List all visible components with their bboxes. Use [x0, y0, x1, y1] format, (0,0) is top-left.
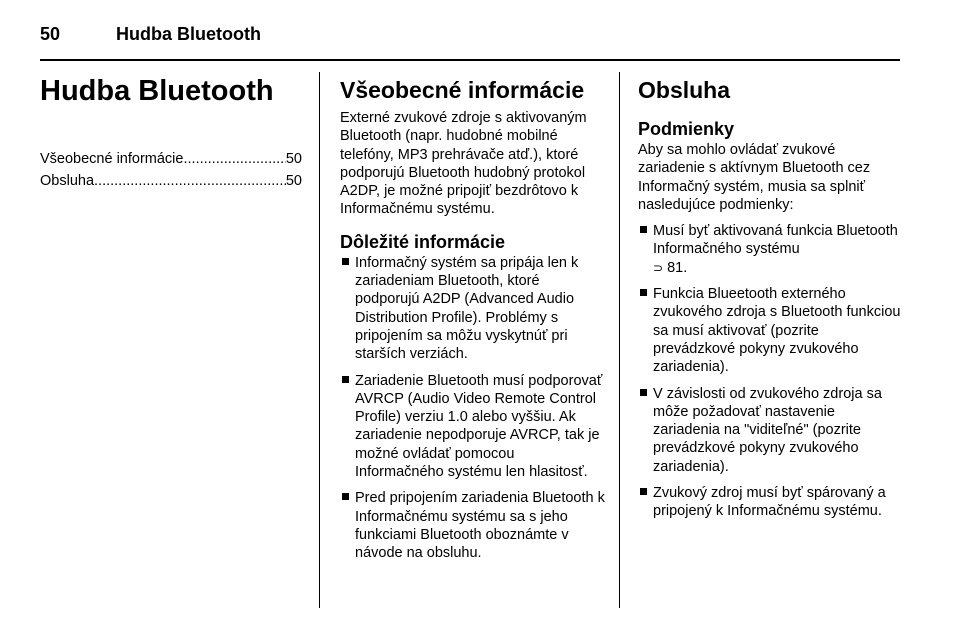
bullet-square-icon: [640, 226, 647, 233]
toc-entry-page: 50: [285, 151, 302, 167]
bullet-square-icon: [640, 389, 647, 396]
toc-entry-page: 50: [285, 173, 302, 189]
toc-entry-label: Všeobecné informácie: [40, 151, 184, 167]
list-item: Informačný systém sa pripája len k zariadeniam Bluetooth, ktoré podporujú A2DP (Advanced Audio Distribution Profile). Problémy s pripojením sa môžu vyskytnúť pri starších verziách.: [340, 254, 605, 364]
list-item: Musí byť aktivovaná funkcia Bluetooth Informačného systému ⊃ 81.: [638, 222, 903, 277]
bullet-square-icon: [342, 258, 349, 265]
page-number: 50: [40, 24, 61, 44]
toc-leader: [183, 148, 285, 170]
toc-leader: [94, 170, 286, 192]
intro-paragraph: Externé zvukové zdroje s aktivovaným Bluetooth (napr. hudobné mobilné telefóny, MP3 prehrávače atď.), ktoré podporujú Bluetooth hudobný protokol A2DP, je možné pripojiť bezdrôtovo k Informačnému systému.: [340, 110, 587, 218]
conditions-list: [638, 222, 903, 520]
general-info-column: [340, 72, 605, 571]
running-title: Hudba Bluetooth: [116, 24, 261, 44]
page-reference-icon: ⊃: [653, 260, 664, 275]
section-title: Všeobecné informácie: [340, 77, 585, 103]
bullet-square-icon: [342, 493, 349, 500]
list-item: Zariadenie Bluetooth musí podporovať AVRCP (Audio Video Remote Control Profile) verziu 1.0 alebo vyššiu. Ak zariadenie nepodporuje AVRCP, tak je možné ovládať pomocou Informačného systému len hlasitosť.: [340, 372, 605, 482]
list-item: V závislosti od zvukového zdroja sa môže požadovať nastavenie zariadenia na "viditeľné" (pozrite prevádzkové pokyny zvukového zariadenia).: [638, 385, 903, 476]
chapter-title: Hudba Bluetooth: [40, 75, 274, 107]
header-rule: [40, 59, 900, 61]
column-divider: [619, 72, 620, 608]
conditions-intro: Aby sa mohlo ovládať zvukové zariadenie s aktívnym Bluetooth cez Informačný systém, musia sa splniť nasledujúce podmienky:: [638, 142, 871, 213]
subsection-title: Podmienky: [638, 119, 735, 139]
bullet-square-icon: [640, 488, 647, 495]
list-item: Pred pripojením zariadenia Bluetooth k Informačnému systému sa s jeho funkciami Bluetooth oboznámte v návode na obsluhu.: [340, 489, 605, 562]
toc-column: [40, 72, 302, 192]
toc-entry[interactable]: [40, 148, 302, 170]
column-divider: [319, 72, 320, 608]
subsection-title: Dôležité informácie: [340, 231, 506, 252]
important-list: [340, 254, 605, 563]
operation-column: [638, 72, 903, 529]
section-title: Obsluha: [638, 77, 731, 103]
list-item: Funkcia Blueetooth externého zvukového zdroja s Bluetooth funkciou sa musí aktivovať (pozrite prevádzkové pokyny zvukového zariadenia).: [638, 285, 903, 376]
page-reference[interactable]: 81.: [663, 259, 688, 276]
list-item: Zvukový zdroj musí byť spárovaný a pripojený k Informačnému systému.: [638, 484, 903, 521]
bullet-square-icon: [342, 376, 349, 383]
toc-entry-label: Obsluha: [40, 173, 95, 189]
toc-entry[interactable]: [40, 170, 302, 192]
bullet-square-icon: [640, 289, 647, 296]
